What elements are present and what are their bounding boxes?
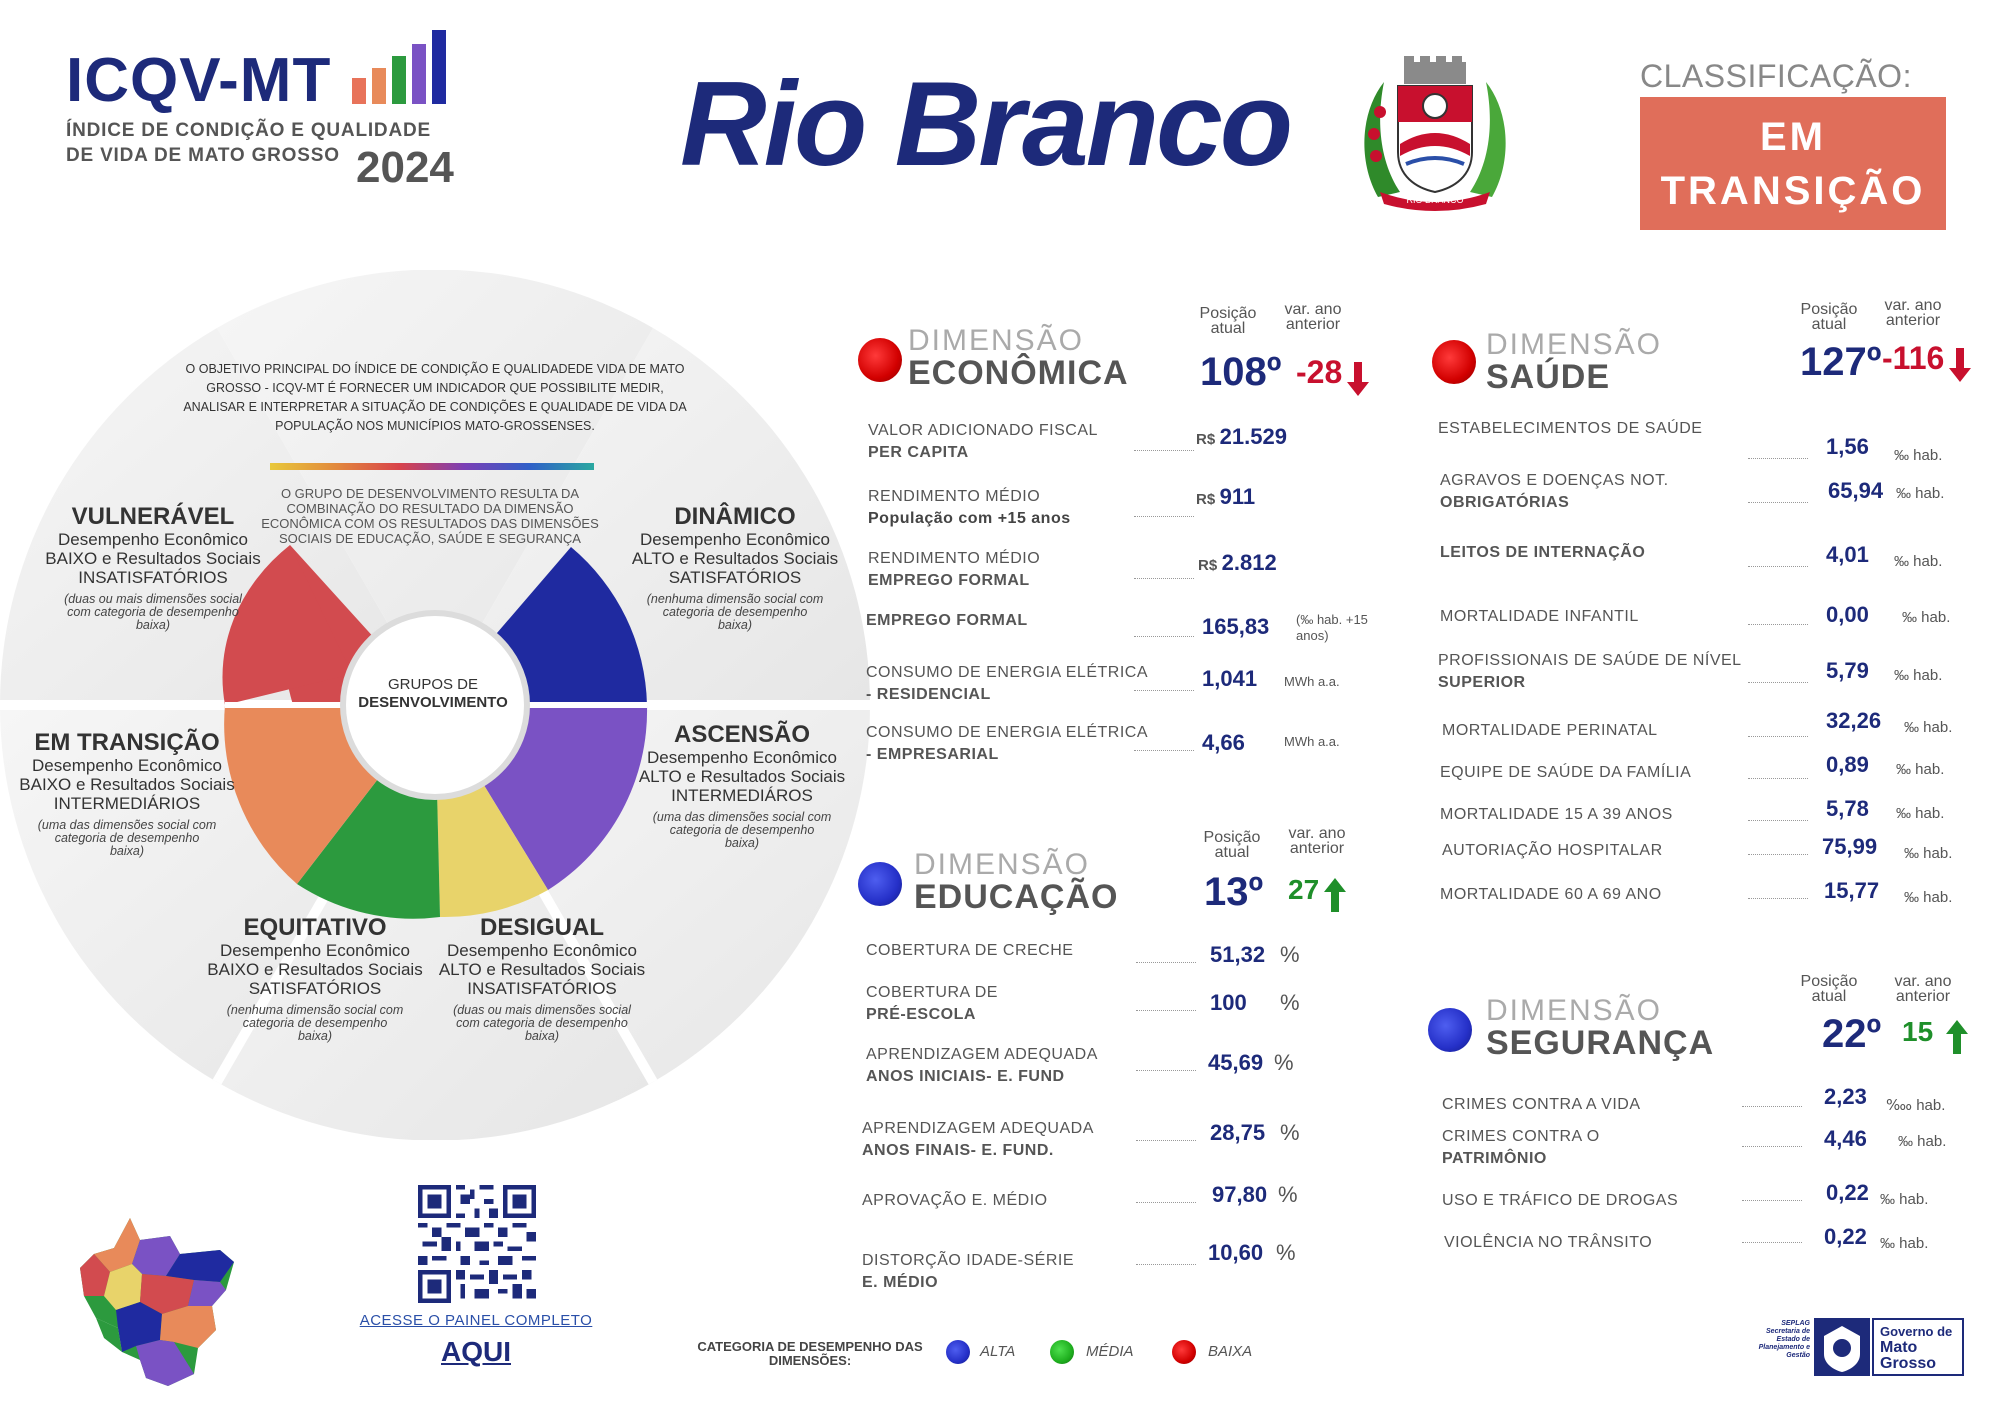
- group-title: VULNERÁVEL: [71, 503, 235, 530]
- indicator-unit: ‰ hab.: [1880, 1191, 1929, 1208]
- group-desc: Desempenho Econômico ALTO e Resultados Sociais INSATISFATÓRIOS: [438, 941, 646, 998]
- indicator-unit: ‰ hab.: [1894, 553, 1943, 570]
- group-desigual: [427, 915, 657, 1043]
- government-logo: [1758, 1318, 1964, 1378]
- educacao-variation-label: var. ano anterior: [1288, 825, 1346, 857]
- mato-grosso-flag-icon: [1814, 1318, 1870, 1376]
- indicator-unit: ‰ hab.: [1904, 845, 1953, 862]
- indicator-value: 97,80: [1212, 1182, 1268, 1207]
- arrow-down-icon: [1949, 348, 1971, 382]
- indicator-label: LEITOS DE INTERNAÇÃO: [1440, 544, 1646, 561]
- dotted-leader: [1134, 636, 1194, 637]
- dotted-leader: [1136, 1140, 1196, 1141]
- government-text: [1872, 1318, 1964, 1376]
- legend-dot-alta: [946, 1340, 970, 1364]
- legend-dot-media: [1050, 1340, 1074, 1364]
- educacao-position: 13º: [1204, 870, 1264, 914]
- indicator-unit: %: [1280, 1120, 1300, 1145]
- indicator-label: PROFISSIONAIS DE SAÚDE DE NÍVEL SUPERIOR: [1438, 652, 1742, 691]
- indicator-label: ESTABELECIMENTOS DE SAÚDE: [1438, 420, 1703, 437]
- dotted-leader: [1748, 682, 1808, 683]
- dotted-leader: [1748, 820, 1808, 821]
- indicator-label: CONSUMO DE ENERGIA ELÉTRICA - EMPRESARIAL: [866, 724, 1148, 763]
- saude-title: SAÚDE: [1486, 358, 1611, 396]
- indicator-unit: %: [1280, 990, 1300, 1015]
- indicator-value: 0,22: [1824, 1224, 1867, 1249]
- coat-of-arms-icon: [1350, 52, 1520, 212]
- indicator-value: 51,32: [1210, 942, 1266, 967]
- indicator-value: 1,041: [1202, 666, 1258, 691]
- group-em-transicao: [12, 730, 242, 858]
- dotted-leader: [1134, 690, 1194, 691]
- group-title: ASCENSÃO: [673, 721, 811, 748]
- indicator-value: 1,56: [1826, 434, 1869, 459]
- dotted-leader: [1748, 458, 1808, 459]
- indicator-label: RENDIMENTO MÉDIO População com +15 anos: [868, 488, 1071, 527]
- dotted-leader: [1742, 1146, 1802, 1147]
- dotted-leader: [1136, 1070, 1196, 1071]
- gov-line-2: Mato: [1880, 1339, 1918, 1356]
- indicator-value: 4,66: [1202, 730, 1245, 755]
- indicator-value: 165,83: [1202, 614, 1270, 639]
- group-dinamico: [620, 504, 850, 632]
- mato-grosso-map-icon: [70, 1210, 250, 1390]
- seplag-text: SEPLAG Secretaria de Estado de Planejamento e Gestão: [1758, 1320, 1810, 1359]
- indicator-label: APRENDIZAGEM ADEQUADA ANOS FINAIS- E. FUND.: [862, 1120, 1094, 1159]
- dotted-leader: [1134, 750, 1194, 751]
- indicator-value: 32,26: [1826, 708, 1882, 733]
- subtitle-line-2: DE VIDA DE MATO GROSSO: [66, 145, 340, 166]
- seguranca-dimension-label: DIMENSÃO: [1486, 994, 1663, 1027]
- classification-line-1: EM: [1760, 115, 1826, 159]
- bar-chart-icon: [350, 28, 462, 106]
- indicator-label: USO E TRÁFICO DE DROGAS: [1442, 1192, 1679, 1209]
- indicator-label: COBERTURA DE CRECHE: [866, 942, 1074, 959]
- indicator-value: R$ 2.812: [1198, 550, 1277, 575]
- indicator-value: R$ 911: [1196, 484, 1256, 509]
- group-title: DINÂMICO: [674, 503, 796, 530]
- group-note: (uma das dimensões social com categoria de desempenho baixa): [652, 810, 832, 850]
- dotted-leader: [1136, 1264, 1196, 1265]
- economica-position: 108º: [1200, 350, 1282, 394]
- indicator-value: 65,94: [1828, 478, 1884, 503]
- arrow-up-icon: [1324, 878, 1346, 912]
- dotted-leader: [1742, 1106, 1802, 1107]
- variation-value: 27: [1288, 874, 1320, 905]
- dotted-leader: [1748, 854, 1808, 855]
- saude-indicators: [1436, 410, 1976, 920]
- legend-label-alta: ALTA: [980, 1343, 1016, 1360]
- educacao-dimension-label: DIMENSÃO: [914, 848, 1091, 881]
- legend-title: CATEGORIA DE DESEMPENHO DAS DIMENSÕES:: [697, 1339, 923, 1368]
- dotted-leader: [1136, 962, 1196, 963]
- economica-category-dot: [858, 338, 902, 382]
- dotted-leader: [1134, 578, 1194, 579]
- group-title: EQUITATIVO: [243, 914, 387, 941]
- indicator-unit: MWh a.a.: [1284, 734, 1340, 749]
- indicator-unit: ‰ hab.: [1898, 1133, 1947, 1150]
- group-desc: Desempenho Econômico BAIXO e Resultados Sociais INTERMEDIÁRIOS: [19, 756, 235, 813]
- economica-variation: [1296, 356, 1369, 396]
- arrow-down-icon: [1347, 362, 1369, 396]
- indicator-label: DISTORÇÃO IDADE-SÉRIE E. MÉDIO: [862, 1252, 1075, 1291]
- indicator-unit: %: [1278, 1182, 1298, 1207]
- indicator-unit: MWh a.a.: [1284, 674, 1340, 689]
- legend-label-media: MÉDIA: [1086, 1343, 1134, 1360]
- gov-line-1: Governo de: [1880, 1324, 1953, 1339]
- indicator-value: 28,75: [1210, 1120, 1266, 1145]
- indicator-label: EQUIPE DE SAÚDE DA FAMÍLIA: [1440, 764, 1692, 781]
- gov-line-3: Grosso: [1880, 1355, 1937, 1372]
- dotted-leader: [1748, 736, 1808, 737]
- indicator-value: 10,60: [1208, 1240, 1264, 1265]
- indicator-label: APROVAÇÃO E. MÉDIO: [862, 1192, 1048, 1209]
- dotted-leader: [1748, 898, 1808, 899]
- indicator-unit: ‰ hab.: [1880, 1235, 1929, 1252]
- dotted-leader: [1134, 516, 1194, 517]
- indicator-unit: ‱ hab.: [1886, 1097, 1946, 1114]
- indicator-value: 0,22: [1826, 1180, 1869, 1205]
- indicator-label: CRIMES CONTRA O PATRIMÔNIO: [1442, 1128, 1600, 1167]
- economica-title: ECONÔMICA: [908, 354, 1129, 392]
- economica-indicators: [866, 416, 1366, 796]
- saude-category-dot: [1432, 340, 1476, 384]
- indicator-unit: %: [1274, 1050, 1294, 1075]
- indicator-label: MORTALIDADE INFANTIL: [1440, 608, 1639, 625]
- variation-value: 15: [1902, 1016, 1934, 1047]
- indicator-unit: ‰ hab.: [1896, 485, 1945, 502]
- economica-variation-label: var. ano anterior: [1284, 301, 1342, 333]
- saude-position-label: Posição atual: [1800, 301, 1858, 333]
- classification-line-2: TRANSIÇÃO: [1660, 169, 1926, 213]
- indicator-unit: %: [1276, 1240, 1296, 1265]
- indicator-value: 4,46: [1824, 1126, 1867, 1151]
- objective-text: O OBJETIVO PRINCIPAL DO ÍNDICE DE CONDIÇÃO E QUALIDADEDE VIDA DE MATO GROSSO - ICQV-MT É FORNECER UM INDICADOR QUE POSSIBILITE MEDIR, ANALISAR E INTERPRETAR A SITUAÇÃO DE CONDIÇÕES E QUALIDADE DE VIDA DA POPULAÇÃO NOS MUNICÍPIOS MATO-GROSSENSES.: [183, 362, 687, 433]
- seguranca-position: 22º: [1822, 1012, 1882, 1056]
- classification-label: CLASSIFICAÇÃO:: [1640, 58, 1912, 94]
- group-note: (uma das dimensões social com categoria de desempenho baixa): [37, 818, 217, 858]
- seguranca-indicators: [1438, 1086, 1978, 1256]
- saude-variation: [1882, 342, 1971, 382]
- indicator-value: 2,23: [1824, 1084, 1867, 1109]
- subtitle-line-1: ÍNDICE DE CONDIÇÃO E QUALIDADE: [66, 120, 431, 141]
- group-note: (nenhuma dimensão social com categoria de desempenho baixa): [646, 592, 824, 632]
- group-title: DESIGUAL: [479, 914, 604, 941]
- educacao-category-dot: [858, 862, 902, 906]
- indicator-unit: ‰ hab.: [1896, 805, 1945, 822]
- wheel-center-label: [340, 676, 526, 712]
- indicator-unit: ‰ hab.: [1904, 719, 1953, 736]
- dotted-leader: [1748, 566, 1808, 567]
- legend-label-baixa: BAIXA: [1208, 1343, 1253, 1360]
- seguranca-variation: [1902, 1018, 1968, 1054]
- seguranca-category-dot: [1428, 1008, 1472, 1052]
- dotted-leader: [1742, 1200, 1802, 1201]
- indicator-unit: ‰ hab.: [1894, 447, 1943, 464]
- indicator-label: COBERTURA DE PRÉ-ESCOLA: [866, 984, 998, 1023]
- indicator-value: 0,00: [1826, 602, 1869, 627]
- classification-badge: [1640, 97, 1946, 230]
- panel-link[interactable]: ACESSE O PAINEL COMPLETO: [359, 1312, 593, 1329]
- indicator-label: MORTALIDADE PERINATAL: [1442, 722, 1658, 739]
- year: 2024: [356, 143, 454, 192]
- group-desc: Desempenho Econômico BAIXO e Resultados Sociais INSATISFATÓRIOS: [45, 530, 261, 587]
- indicator-unit: (‰ hab. +15 anos): [1296, 612, 1368, 643]
- indicator-label: AGRAVOS E DOENÇAS NOT. OBRIGATÓRIAS: [1440, 472, 1669, 511]
- center-line-2: DESENVOLVIMENTO: [358, 694, 508, 711]
- seguranca-position-label: Posição atual: [1800, 973, 1858, 1005]
- indicator-value: 15,77: [1824, 878, 1880, 903]
- seguranca-variation-label: var. ano anterior: [1894, 973, 1952, 1005]
- group-title: EM TRANSIÇÃO: [34, 729, 220, 756]
- variation-value: -28: [1296, 354, 1343, 390]
- dotted-leader: [1748, 502, 1808, 503]
- indicator-value: 100: [1210, 990, 1247, 1015]
- indicator-label: APRENDIZAGEM ADEQUADA ANOS INICIAIS- E. FUND: [866, 1046, 1098, 1085]
- saude-variation-label: var. ano anterior: [1884, 297, 1942, 329]
- city-name: Rio Branco: [680, 57, 1291, 191]
- group-vulneravel: [38, 504, 268, 632]
- gradient-divider: [270, 463, 594, 470]
- indicator-value: 45,69: [1208, 1050, 1264, 1075]
- dotted-leader: [1748, 778, 1808, 779]
- indicator-unit: ‰ hab.: [1896, 761, 1945, 778]
- indicator-label: RENDIMENTO MÉDIO EMPREGO FORMAL: [868, 550, 1041, 589]
- indicator-value: R$ 21.529: [1196, 424, 1287, 449]
- group-ascensao: [627, 722, 857, 850]
- dotted-leader: [1134, 450, 1194, 451]
- educacao-title: EDUCAÇÃO: [914, 878, 1119, 916]
- coat-text: RIO BRANCO: [1406, 195, 1464, 205]
- indicator-value: 75,99: [1822, 834, 1878, 859]
- seguranca-title: SEGURANÇA: [1486, 1024, 1715, 1062]
- economica-dimension-label: DIMENSÃO: [908, 324, 1085, 357]
- group-note: (duas ou mais dimensões social com categoria de desempenho baixa): [64, 592, 242, 632]
- indicator-unit: ‰ hab.: [1902, 609, 1951, 626]
- group-equitativo: [200, 915, 430, 1043]
- indicator-unit: ‰ hab.: [1904, 889, 1953, 906]
- indicator-value: 4,01: [1826, 542, 1869, 567]
- dotted-leader: [1748, 624, 1808, 625]
- indicator-value: 5,79: [1826, 658, 1869, 683]
- center-line-1: GRUPOS DE: [387, 676, 478, 693]
- saude-position: 127º: [1800, 340, 1882, 384]
- indicator-value: 5,78: [1826, 796, 1869, 821]
- indicator-value: 0,89: [1826, 752, 1869, 777]
- dotted-leader: [1136, 1202, 1196, 1203]
- group-note: (duas ou mais dimensões social com categoria de desempenho baixa): [453, 1003, 631, 1043]
- dotted-leader: [1136, 1010, 1196, 1011]
- dotted-leader: [1742, 1242, 1802, 1243]
- saude-dimension-label: DIMENSÃO: [1486, 328, 1663, 361]
- here-link[interactable]: AQUI: [441, 1336, 511, 1367]
- indicator-label: AUTORIAÇÃO HOSPITALAR: [1442, 842, 1663, 859]
- indicator-label: VIOLÊNCIA NO TRÂNSITO: [1444, 1234, 1653, 1251]
- group-description: O GRUPO DE DESENVOLVIMENTO RESULTA DA COMBINAÇÃO DO RESULTADO DA DIMENSÃO ECONÔMICA COM OS RESULTADOS DAS DIMENSÕES SOCIAIS DE EDUCAÇÃO, SAÚDE E SEGURANÇA: [261, 486, 599, 546]
- group-note: (nenhuma dimensão social com categoria de desempenho baixa): [226, 1003, 404, 1043]
- group-desc: Desempenho Econômico ALTO e Resultados Sociais SATISFATÓRIOS: [631, 530, 839, 587]
- variation-value: -116: [1882, 340, 1945, 376]
- arrow-up-icon: [1946, 1020, 1968, 1054]
- educacao-position-label: Posição atual: [1203, 829, 1261, 861]
- indicator-label: MORTALIDADE 60 A 69 ANO: [1440, 886, 1662, 903]
- indicator-label: CONSUMO DE ENERGIA ELÉTRICA - RESIDENCIAL: [866, 664, 1148, 703]
- brand-title: ICQV-MT: [66, 46, 332, 115]
- indicator-label: MORTALIDADE 15 A 39 ANOS: [1440, 806, 1673, 823]
- educacao-indicators: [862, 940, 1322, 1300]
- indicator-unit: ‰ hab.: [1894, 667, 1943, 684]
- indicator-label: CRIMES CONTRA A VIDA: [1442, 1096, 1641, 1113]
- indicator-label: EMPREGO FORMAL: [866, 612, 1028, 629]
- group-desc: Desempenho Econômico BAIXO e Resultados Sociais SATISFATÓRIOS: [207, 941, 423, 998]
- educacao-variation: [1288, 876, 1346, 912]
- indicator-unit: %: [1280, 942, 1300, 967]
- qr-code-icon[interactable]: [418, 1185, 536, 1303]
- group-desc: Desempenho Econômico ALTO e Resultados Sociais INTERMEDIÁROS: [638, 748, 846, 805]
- economica-position-label: Posição atual: [1199, 305, 1257, 337]
- legend-dot-baixa: [1172, 1340, 1196, 1364]
- indicator-label: VALOR ADICIONADO FISCAL PER CAPITA: [868, 422, 1098, 461]
